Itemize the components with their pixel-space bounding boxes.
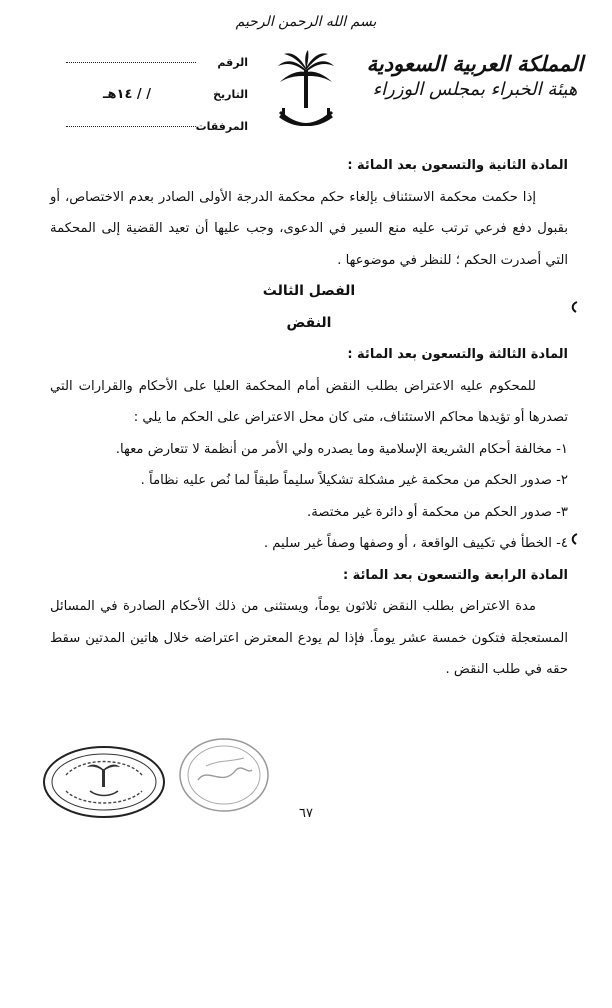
list-item: ٢- صدور الحكم من محكمة غير مشكلة تشكيلاً سليماً طبقاً لما نُص عليه نظاماً . bbox=[140, 473, 568, 488]
article-heading: المادة الرابعة والتسعون بعد المائة : bbox=[342, 567, 568, 583]
reference-block bbox=[58, 46, 248, 142]
list-item: ١- مخالفة أحكام الشريعة الإسلامية وما يصدره ولي الأمر من أنظمة لا تتعارض معها. bbox=[115, 441, 568, 457]
attachments-row bbox=[58, 110, 248, 142]
attachments-label: المرفقات bbox=[195, 119, 248, 133]
date-label: التاريخ bbox=[213, 87, 248, 101]
margin-mark-icon bbox=[568, 532, 580, 546]
document-body bbox=[50, 150, 568, 686]
letterhead-title bbox=[360, 50, 590, 103]
article-paragraph: للمحكوم عليه الاعتراض بطلب النقض أمام المحكمة العليا على الأحكام والقرارات التي تصدرها أو تؤيدها محاكم الاستئناف، متى كان محل الاعتراض على الحكم ما يلي : bbox=[50, 378, 568, 425]
chapter-subtitle: النقض bbox=[286, 314, 332, 331]
margin-mark-icon bbox=[568, 300, 580, 314]
article-paragraph: إذا حكمت محكمة الاستئناف بإلغاء حكم محكمة الدرجة الأولى الصادر بعدم الاختصاص، أو بقبول دفع فرعي ترتب عليه منع السير في الدعوى، وجب عليها أن تعيد القضية إلى المحكمة التي أصدرت الحكم ؛ للنظر في موضوعها . bbox=[50, 189, 568, 268]
chapter-title: الفصل الثالث bbox=[262, 283, 356, 299]
palm-swords-emblem-icon bbox=[276, 50, 336, 132]
date-row bbox=[58, 78, 248, 110]
list-item: ٣- صدور الحكم من محكمة أو دائرة غير مختصة. bbox=[307, 504, 568, 520]
article-paragraph: مدة الاعتراض بطلب النقض ثلاثون يوماً، ويستثنى من ذلك الأحكام الصادرة في المسائل المستعجلة فتكون خمسة عشر يوماً. فإذا لم يودع المعترض اعتراضه خلال هاتين المدتين سقط حقه في طلب النقض . bbox=[50, 599, 568, 677]
ref-number-row bbox=[58, 46, 248, 78]
kingdom-name: المملكة العربية السعودية bbox=[366, 51, 584, 76]
attachments-line bbox=[66, 125, 196, 127]
basmala: بسم الله الرحمن الرحيم bbox=[235, 14, 377, 30]
article-heading: المادة الثالثة والتسعون بعد المائة : bbox=[347, 347, 568, 362]
signature-seal-stamp-icon bbox=[178, 736, 270, 814]
date-value: / / ١٤هـ bbox=[103, 86, 151, 102]
authority-name: هيئة الخبراء بمجلس الوزراء bbox=[372, 79, 578, 101]
article-heading: المادة الثانية والتسعون بعد المائة : bbox=[347, 158, 568, 173]
ref-number-label: الرقم bbox=[217, 55, 248, 69]
list-item: ٤- الخطأ في تكييف الواقعة ، أو وصفها وصفاً غير سليم . bbox=[263, 536, 568, 551]
ref-number-line bbox=[66, 61, 196, 63]
page-number: ٦٧ bbox=[299, 806, 313, 821]
